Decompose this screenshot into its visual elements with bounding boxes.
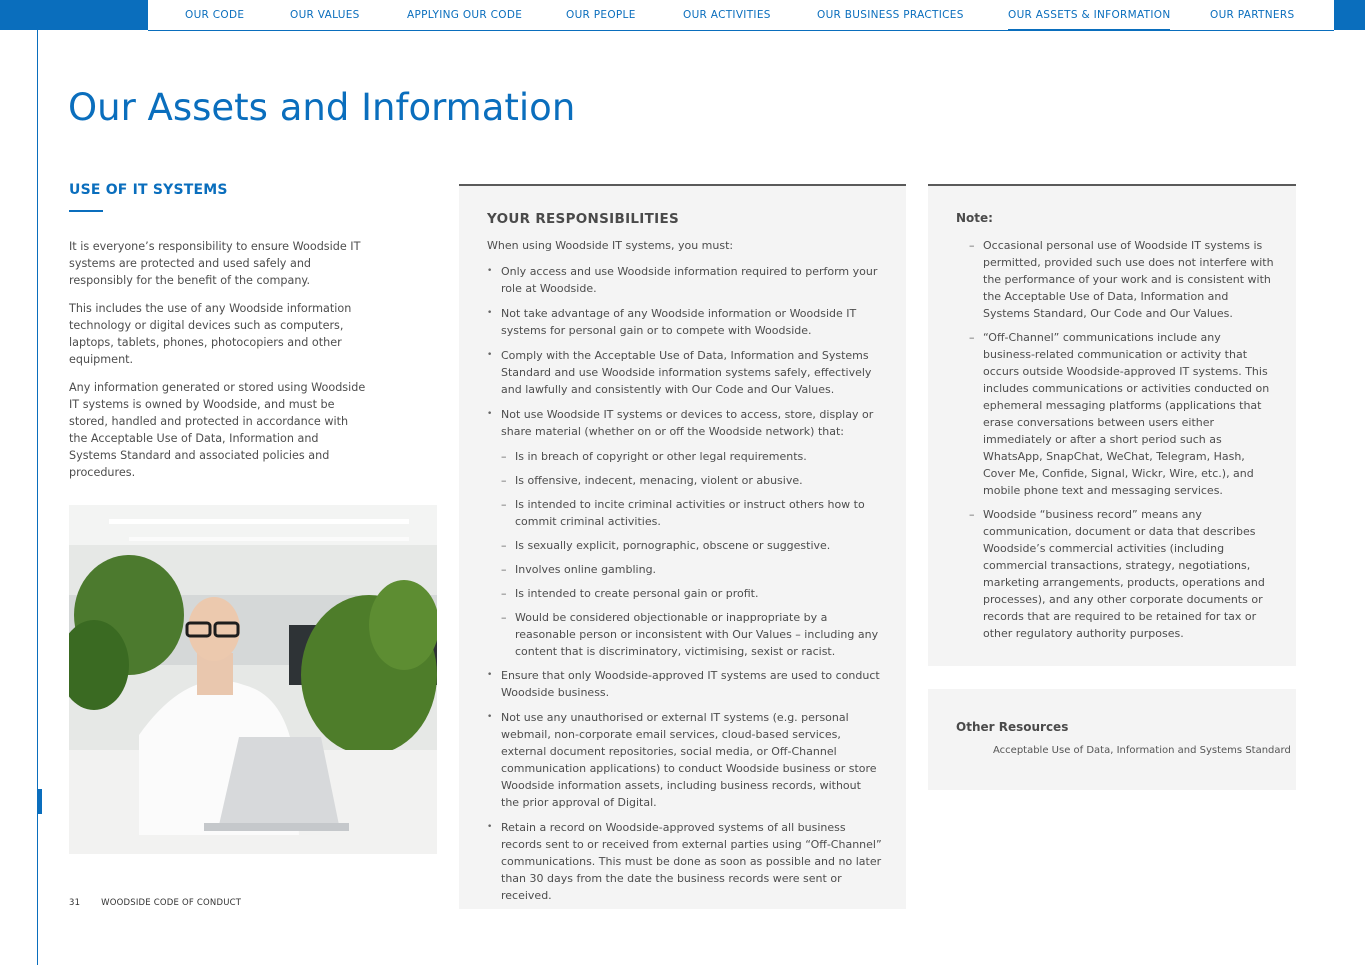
- nav-item-our-activities[interactable]: OUR ACTIVITIES: [683, 9, 771, 21]
- responsibilities-title: YOUR RESPONSIBILITIES: [487, 211, 679, 227]
- list-item: • Not use Woodside IT systems or devices to access, store, display or share material (whether on or off the Woodside network) that:: [487, 406, 882, 440]
- nav-item-our-partners[interactable]: OUR PARTNERS: [1210, 9, 1295, 21]
- page-title: Our Assets and Information: [68, 86, 576, 129]
- list-item: • Not take advantage of any Woodside information or Woodside IT systems for personal gain or to compete with Woodside.: [487, 305, 882, 339]
- nav-item-our-people[interactable]: OUR PEOPLE: [566, 9, 636, 21]
- top-navigation: [148, 0, 1334, 31]
- nav-accent-right: [1334, 0, 1365, 30]
- intro-paragraph: It is everyone’s responsibility to ensure Woodside IT systems are protected and used safely and responsibly for the benefit of the company.: [69, 240, 361, 287]
- document-title: WOODSIDE CODE OF CONDUCT: [101, 898, 242, 908]
- sub-list-item: – Would be considered objectionable or inappropriate by a reasonable person or inconsistent with Our Values – including any content that is discriminatory, victimising, sexist or racist.: [501, 609, 882, 660]
- other-resources-title: Other Resources: [956, 720, 1069, 734]
- intro-paragraph: Any information generated or stored using Woodside IT systems is owned by Woodside, and must be stored, handled and protected in accordance with the Acceptable Use of Data, Information and Systems Standard and associated policies and procedures.: [69, 381, 366, 479]
- note-item: – Woodside “business record” means any communication, document or data that describes Woodside’s commercial activities (including commercial transactions, strategy, negotiations, marketing arrangements, products, operations and processes), and any other corporate documents or records that are required to be retained for tax or other regulatory authority purposes.: [969, 506, 1275, 642]
- page-position-marker: [37, 789, 42, 814]
- nav-item-our-code[interactable]: OUR CODE: [185, 9, 245, 21]
- note-title: Note:: [956, 211, 993, 225]
- intro-paragraph: This includes the use of any Woodside information technology or digital devices such as computers, laptops, tablets, phones, photocopiers and other equipment.: [69, 302, 352, 366]
- sub-list-item: – Involves online gambling.: [501, 561, 882, 578]
- other-resources-panel: [928, 689, 1296, 790]
- sub-list-item: – Is intended to incite criminal activities or instruct others how to commit criminal activities.: [501, 496, 882, 530]
- sub-list-item: – Is offensive, indecent, menacing, violent or abusive.: [501, 472, 882, 489]
- page-footer: [69, 898, 241, 908]
- list-item: • Only access and use Woodside information required to perform your role at Woodside.: [487, 263, 882, 297]
- page-number: 31: [69, 898, 81, 908]
- note-item: – Occasional personal use of Woodside IT systems is permitted, provided such use does not interfere with the performance of your work and is consistent with the Acceptable Use of Data, Information and Systems Standard, Our Code and Our Values.: [969, 237, 1275, 322]
- list-item: • Not use any unauthorised or external IT systems (e.g. personal webmail, non-corporate email services, cloud-based services, external document repositories, social media, or Off-Channel communication applications) to conduct Woodside business or store Woodside information assets, including business records, without the prior approval of Digital.: [487, 709, 882, 811]
- nav-accent-left: [0, 0, 148, 30]
- note-panel: [928, 184, 1296, 666]
- sub-list-item: – Is in breach of copyright or other legal requirements.: [501, 448, 882, 465]
- list-item: • Ensure that only Woodside-approved IT systems are used to conduct Woodside business.: [487, 667, 882, 701]
- responsibilities-intro: When using Woodside IT systems, you must:: [487, 239, 734, 252]
- list-item: • Retain a record on Woodside-approved systems of all business records sent to or received from external parties using “Off-Channel” communications. This must be done as soon as possible and no later than 30 days from the date the business records were sent or received.: [487, 819, 882, 904]
- nav-item-applying-our-code[interactable]: APPLYING OUR CODE: [407, 9, 523, 21]
- note-item: – “Off-Channel” communications include any business-related communication or activity that occurs outside Woodside-approved IT systems. This includes communications or activities conducted on ephemeral messaging platforms (applications that erase conversations between users either immediately or after a short period such as WhatsApp, SnapChat, WeChat, Telegram, Hash, Cover Me, Confide, Signal, Wickr, Wire, etc.), and mobile phone text and messaging services.: [969, 329, 1275, 499]
- note-list: [969, 237, 1275, 649]
- responsibilities-panel: [459, 184, 906, 909]
- nav-item-our-business-practices[interactable]: OUR BUSINESS PRACTICES: [817, 9, 964, 21]
- left-margin-rule: [37, 30, 38, 965]
- sub-list-item: – Is intended to create personal gain or profit.: [501, 585, 882, 602]
- office-photo: [69, 505, 437, 854]
- responsibilities-list: [487, 263, 882, 912]
- sub-list-item: – Is sexually explicit, pornographic, obscene or suggestive.: [501, 537, 882, 554]
- acceptable-use-standard-link[interactable]: Acceptable Use of Data, Information and Systems Standard: [993, 745, 1291, 756]
- section-heading: USE OF IT SYSTEMS: [69, 182, 228, 198]
- nav-item-our-values[interactable]: OUR VALUES: [290, 9, 360, 21]
- list-item: • Comply with the Acceptable Use of Data, Information and Systems Standard and use Woodside information systems safely, effectively and lawfully and consistently with Our Code and Our Values.: [487, 347, 882, 398]
- intro-text: [69, 238, 369, 492]
- section-heading-underline: [69, 210, 103, 212]
- nav-item-our-assets-information[interactable]: OUR ASSETS & INFORMATION: [1008, 9, 1170, 31]
